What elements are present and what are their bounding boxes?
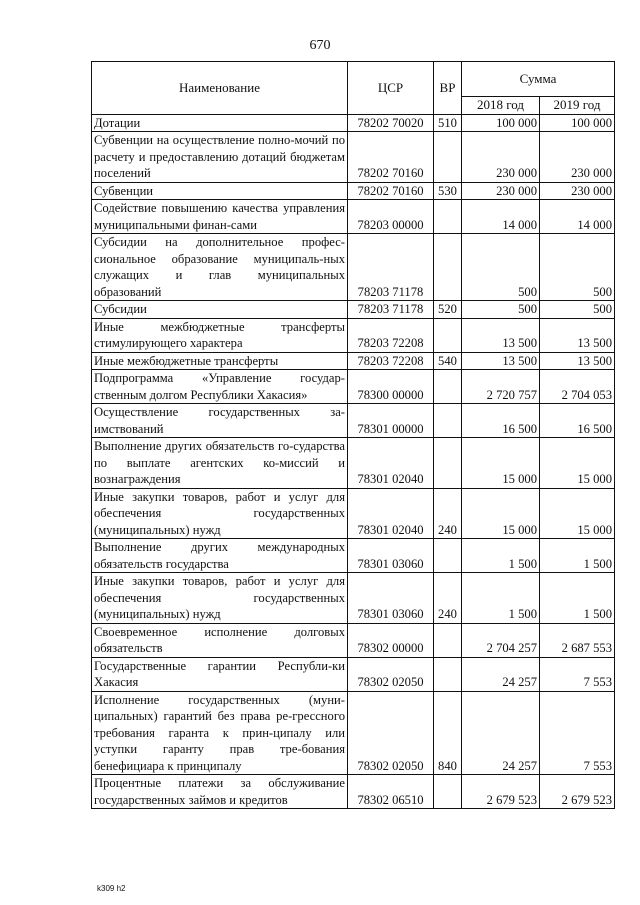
row-sum-2018: 24 257 <box>462 657 540 691</box>
row-csr: 78302 02050 <box>348 691 434 775</box>
row-vr <box>434 657 462 691</box>
footer-code: k309 h2 <box>97 884 126 893</box>
table-row <box>92 691 615 775</box>
row-sum-2019: 230 000 <box>540 132 615 183</box>
row-name: Субвенции <box>92 182 348 200</box>
row-vr: 240 <box>434 573 462 624</box>
row-sum-2018: 230 000 <box>462 132 540 183</box>
row-name: Иные закупки товаров, работ и услуг для обеспечения государственных (муниципальных) нужд <box>92 488 348 539</box>
row-sum-2018: 15 000 <box>462 438 540 489</box>
header-row <box>92 62 615 97</box>
header-vr: ВР <box>434 62 462 115</box>
row-vr: 510 <box>434 114 462 132</box>
row-name: Субсидии <box>92 301 348 319</box>
row-name: Выполнение других международных обязательств государства <box>92 539 348 573</box>
row-csr: 78302 00000 <box>348 623 434 657</box>
table-row <box>92 370 615 404</box>
row-vr <box>434 775 462 809</box>
row-sum-2018: 1 500 <box>462 573 540 624</box>
row-csr: 78301 03060 <box>348 573 434 624</box>
row-sum-2018: 2 704 257 <box>462 623 540 657</box>
row-csr: 78301 02040 <box>348 488 434 539</box>
row-csr: 78202 70160 <box>348 182 434 200</box>
table-row <box>92 182 615 200</box>
row-sum-2018: 15 000 <box>462 488 540 539</box>
row-name: Содействие повышению качества управления муниципальными финан-сами <box>92 200 348 234</box>
row-sum-2018: 14 000 <box>462 200 540 234</box>
table-row <box>92 301 615 319</box>
table-row <box>92 404 615 438</box>
row-name: Выполнение других обязательств го-сударства по выплате агентских ко-миссий и вознаграждения <box>92 438 348 489</box>
row-sum-2019: 15 000 <box>540 488 615 539</box>
table-row <box>92 318 615 352</box>
budget-table <box>91 61 615 809</box>
row-vr <box>434 132 462 183</box>
header-csr: ЦСР <box>348 62 434 115</box>
row-csr: 78300 00000 <box>348 370 434 404</box>
table-row <box>92 200 615 234</box>
row-name: Государственные гарантии Республи-ки Хакасия <box>92 657 348 691</box>
row-name: Своевременное исполнение долговых обязательств <box>92 623 348 657</box>
row-sum-2019: 100 000 <box>540 114 615 132</box>
row-sum-2019: 7 553 <box>540 691 615 775</box>
row-vr <box>434 200 462 234</box>
table-row <box>92 132 615 183</box>
row-vr <box>434 234 462 301</box>
row-sum-2019: 2 687 553 <box>540 623 615 657</box>
row-sum-2018: 2 679 523 <box>462 775 540 809</box>
table-row <box>92 438 615 489</box>
row-vr: 240 <box>434 488 462 539</box>
row-csr: 78202 70020 <box>348 114 434 132</box>
row-vr: 540 <box>434 352 462 370</box>
row-name: Субвенции на осуществление полно-мочий по расчету и предоставлению дотаций бюджетам поселений <box>92 132 348 183</box>
row-name: Иные межбюджетные трансферты стимулирующего характера <box>92 318 348 352</box>
row-csr: 78203 00000 <box>348 200 434 234</box>
row-name: Исполнение государственных (муни-ципальных) гарантий без права ре-грессного требования гаранта к прин-ципалу или уступки гаранту прав тре-бования бенефициара к принципалу <box>92 691 348 775</box>
row-sum-2019: 16 500 <box>540 404 615 438</box>
row-vr <box>434 623 462 657</box>
row-vr: 520 <box>434 301 462 319</box>
row-csr: 78202 70160 <box>348 132 434 183</box>
row-csr: 78203 72208 <box>348 318 434 352</box>
row-sum-2018: 13 500 <box>462 318 540 352</box>
row-sum-2018: 24 257 <box>462 691 540 775</box>
table-row <box>92 488 615 539</box>
table-row <box>92 234 615 301</box>
page-number: 670 <box>309 38 331 53</box>
row-csr: 78203 72208 <box>348 352 434 370</box>
row-sum-2018: 1 500 <box>462 539 540 573</box>
row-name: Осуществление государственных за-имствований <box>92 404 348 438</box>
row-csr: 78301 02040 <box>348 438 434 489</box>
row-name: Иные закупки товаров, работ и услуг для обеспечения государственных (муниципальных) нужд <box>92 573 348 624</box>
row-sum-2019: 1 500 <box>540 573 615 624</box>
row-vr <box>434 438 462 489</box>
row-sum-2018: 500 <box>462 301 540 319</box>
row-sum-2019: 1 500 <box>540 539 615 573</box>
row-sum-2019: 14 000 <box>540 200 615 234</box>
row-csr: 78203 71178 <box>348 301 434 319</box>
row-name: Процентные платежи за обслуживание государственных займов и кредитов <box>92 775 348 809</box>
row-sum-2019: 15 000 <box>540 438 615 489</box>
row-name: Дотации <box>92 114 348 132</box>
row-sum-2019: 13 500 <box>540 318 615 352</box>
table-row <box>92 352 615 370</box>
row-sum-2019: 7 553 <box>540 657 615 691</box>
row-sum-2018: 500 <box>462 234 540 301</box>
row-sum-2018: 16 500 <box>462 404 540 438</box>
table-row <box>92 657 615 691</box>
row-name: Иные межбюджетные трансферты <box>92 352 348 370</box>
row-vr <box>434 539 462 573</box>
row-sum-2019: 13 500 <box>540 352 615 370</box>
header-year-2019: 2019 год <box>540 97 615 115</box>
table-row <box>92 539 615 573</box>
row-sum-2019: 500 <box>540 301 615 319</box>
header-sum: Сумма <box>462 62 615 97</box>
header-name: Наименование <box>92 62 348 115</box>
row-sum-2019: 500 <box>540 234 615 301</box>
row-name: Субсидии на дополнительное профес-сиональное образование муниципаль-ных служащих и глав муниципальных образований <box>92 234 348 301</box>
row-csr: 78301 00000 <box>348 404 434 438</box>
row-vr <box>434 318 462 352</box>
table-body <box>92 114 615 809</box>
row-sum-2019: 230 000 <box>540 182 615 200</box>
table-row <box>92 573 615 624</box>
row-csr: 78302 06510 <box>348 775 434 809</box>
row-name: Подпрограмма «Управление государ-ственным долгом Республики Хакасия» <box>92 370 348 404</box>
row-csr: 78203 71178 <box>348 234 434 301</box>
header-year-2018: 2018 год <box>462 97 540 115</box>
table-row <box>92 775 615 809</box>
row-vr <box>434 370 462 404</box>
row-sum-2019: 2 704 053 <box>540 370 615 404</box>
row-sum-2018: 230 000 <box>462 182 540 200</box>
row-csr: 78301 03060 <box>348 539 434 573</box>
row-csr: 78302 02050 <box>348 657 434 691</box>
row-sum-2018: 13 500 <box>462 352 540 370</box>
row-vr: 530 <box>434 182 462 200</box>
row-vr <box>434 404 462 438</box>
row-sum-2018: 2 720 757 <box>462 370 540 404</box>
table-row <box>92 114 615 132</box>
row-vr: 840 <box>434 691 462 775</box>
row-sum-2019: 2 679 523 <box>540 775 615 809</box>
row-sum-2018: 100 000 <box>462 114 540 132</box>
table-row <box>92 623 615 657</box>
